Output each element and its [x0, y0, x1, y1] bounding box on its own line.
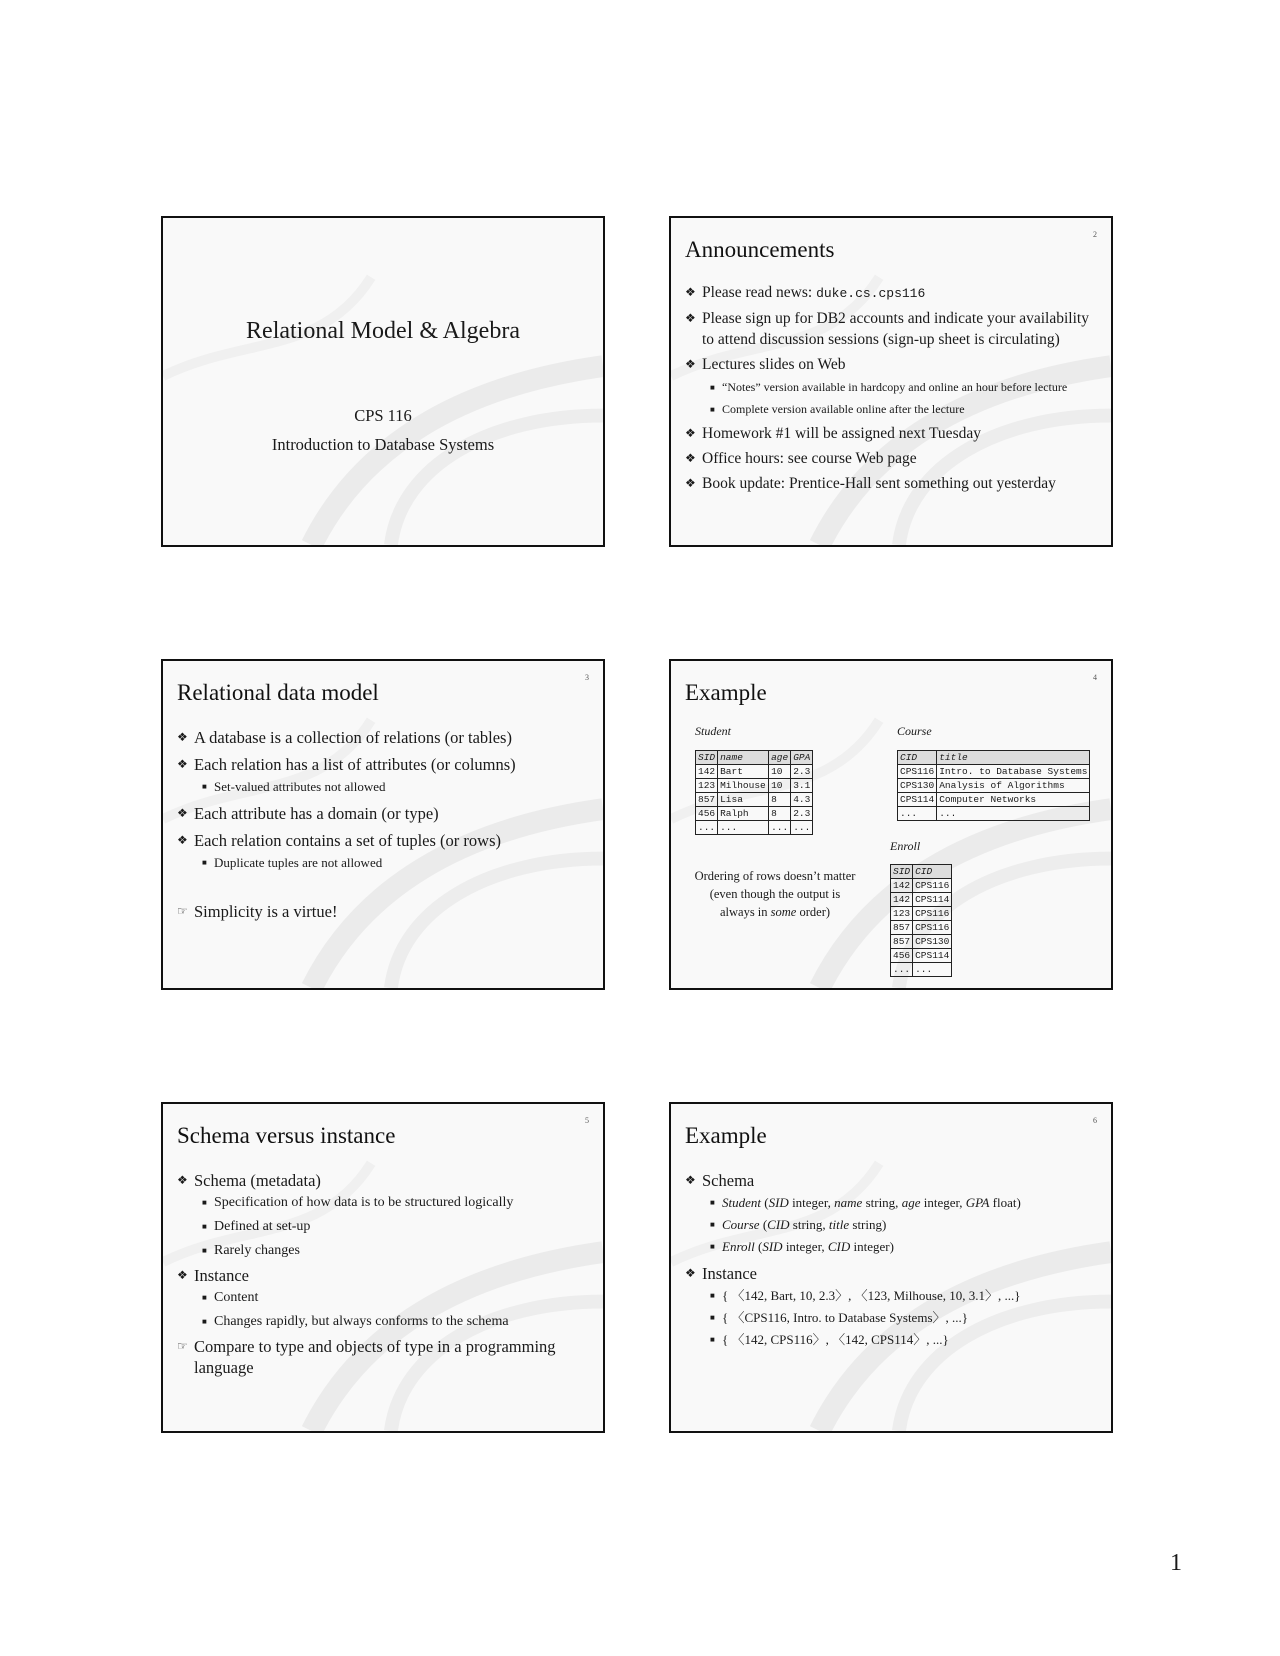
square-bullet-icon: ■	[710, 1335, 715, 1344]
table-row: 123 CPS116	[891, 907, 952, 921]
sub-bullet-item: ■ “Notes” version available in hardcopy and online an hour before lecture	[710, 380, 1068, 394]
course-code: CPS 116	[354, 406, 412, 425]
sub-bullet-item: ■ Rarely changes	[202, 1243, 300, 1258]
square-bullet-icon: ■	[710, 1313, 715, 1322]
bullet-item: ❖ Instance	[177, 1266, 249, 1285]
table-header-row	[898, 751, 1090, 765]
diamond-bullet-icon: ❖	[685, 357, 696, 371]
student-table	[695, 750, 813, 835]
student-table-label: Student	[695, 724, 731, 738]
table-row: 123 Milhouse 10 3.1	[696, 779, 813, 793]
diamond-bullet-icon: ❖	[177, 1268, 188, 1282]
bullet-list	[177, 1170, 589, 1382]
table-row: 857 Lisa 8 4.3	[696, 793, 813, 807]
table-row: 142 CPS114	[891, 893, 952, 907]
column-header: CID	[913, 865, 952, 879]
slide-number: 5	[585, 1116, 589, 1125]
diamond-bullet-icon: ❖	[685, 451, 696, 465]
slide-title: Announcements	[685, 237, 835, 262]
bullet-list	[685, 282, 1097, 498]
diamond-bullet-icon: ❖	[685, 1173, 696, 1187]
slide-3	[161, 659, 605, 990]
instance-course: ■ { 〈CPS116, Intro. to Database Systems〉, ...}	[710, 1310, 968, 1325]
slide-title: Relational data model	[177, 680, 379, 705]
square-bullet-icon: ■	[202, 1317, 207, 1326]
column-header: GPA	[791, 751, 813, 765]
table-row: 456 CPS114	[891, 949, 952, 963]
sub-bullet-item: ■ Defined at set-up	[202, 1219, 311, 1234]
table-row: 142 CPS116	[891, 879, 952, 893]
diamond-bullet-icon: ❖	[177, 1173, 188, 1187]
page-number: 1	[1170, 1550, 1182, 1576]
sub-bullet-item: ■ Set-valued attributes not allowed	[202, 779, 386, 794]
slide-6	[669, 1102, 1113, 1433]
table-row: 857 CPS130	[891, 935, 952, 949]
bullet-item: ❖ Homework #1 will be assigned next Tuesday	[685, 425, 981, 442]
table-row: ... ...	[891, 963, 952, 977]
square-bullet-icon: ■	[202, 1246, 207, 1255]
table-row: ... ...	[898, 807, 1090, 821]
bullet-item: ❖ Instance	[685, 1264, 757, 1283]
diamond-bullet-icon: ❖	[177, 806, 188, 820]
bullet-item: ❖ Please read news: duke.cs.cps116	[685, 284, 926, 301]
course-table-label: Course	[897, 724, 932, 738]
table-header-row	[891, 865, 952, 879]
sub-bullet-item: ■ Specification of how data is to be structured logically	[202, 1195, 514, 1210]
square-bullet-icon: ■	[710, 383, 715, 392]
pointing-hand-icon: ☞	[177, 1339, 188, 1353]
schema-course: ■ Course (CID string, title string)	[710, 1217, 887, 1232]
slide-title: Example	[685, 680, 767, 705]
diamond-bullet-icon: ❖	[685, 285, 696, 299]
column-header: SID	[696, 751, 718, 765]
table-row: CPS130 Analysis of Algorithms	[898, 779, 1090, 793]
diamond-bullet-icon: ❖	[685, 311, 696, 325]
instance-enroll: ■ { 〈142, CPS116〉, 〈142, CPS114〉, ...}	[710, 1332, 949, 1347]
sub-bullet-item: ■ Duplicate tuples are not allowed	[202, 855, 383, 870]
table-row: CPS114 Computer Networks	[898, 793, 1090, 807]
ordering-note: Ordering of rows doesn’t matter (even though the output is always in some order)	[694, 869, 856, 919]
square-bullet-icon: ■	[202, 1198, 207, 1207]
slide-4	[669, 659, 1113, 990]
bullet-list	[177, 727, 589, 926]
square-bullet-icon: ■	[710, 1198, 715, 1207]
diamond-bullet-icon: ❖	[177, 833, 188, 847]
bullet-item: ❖ Each attribute has a domain (or type)	[177, 804, 439, 823]
diamond-bullet-icon: ❖	[685, 426, 696, 440]
slide-2	[669, 216, 1113, 547]
square-bullet-icon: ■	[202, 782, 207, 791]
square-bullet-icon: ■	[202, 1293, 207, 1302]
slide-number: 3	[585, 673, 589, 682]
schema-enroll: ■ Enroll (SID integer, CID integer)	[710, 1239, 894, 1254]
course-table	[897, 750, 1090, 821]
table-row: 456 Ralph 8 2.3	[696, 807, 813, 821]
slide-title: Schema versus instance	[177, 1123, 396, 1148]
pointing-hand-icon: ☞	[177, 904, 188, 918]
pointer-item: ☞ Compare to type and objects of type in a programming language	[177, 1337, 556, 1377]
table-row: CPS116 Intro. to Database Systems	[898, 765, 1090, 779]
schema-student: ■ Student (SID integer, name string, age integer, GPA float)	[710, 1195, 1021, 1210]
slide-5	[161, 1102, 605, 1433]
bullet-item: ❖ Schema (metadata)	[177, 1171, 321, 1190]
slide-number: 4	[1093, 673, 1097, 682]
enroll-table	[890, 864, 952, 977]
diamond-bullet-icon: ❖	[685, 476, 696, 490]
column-header: age	[769, 751, 791, 765]
sub-bullet-item: ■ Complete version available online after the lecture	[710, 402, 965, 416]
column-header: CID	[898, 751, 937, 765]
column-header: SID	[891, 865, 913, 879]
course-subtitle: Introduction to Database Systems	[271, 435, 495, 454]
slide-title: Example	[685, 1123, 767, 1148]
bullet-item: ❖ Please sign up for DB2 accounts and indicate your availability to attend discussion sessions (sign-up sheet is circulating)	[685, 310, 1089, 348]
slide-number: 2	[1093, 230, 1097, 239]
column-header: name	[718, 751, 769, 765]
table-row: 142 Bart 10 2.3	[696, 765, 813, 779]
bullet-item: ❖ Lectures slides on Web	[685, 356, 846, 373]
square-bullet-icon: ■	[202, 858, 207, 867]
bullet-item: ❖ Each relation has a list of attributes (or columns)	[177, 755, 516, 774]
bullet-item: ❖ Book update: Prentice-Hall sent something out yesterday	[685, 475, 1056, 492]
square-bullet-icon: ■	[710, 1291, 715, 1300]
bullet-item: ❖ Each relation contains a set of tuples (or rows)	[177, 831, 501, 850]
bullet-item: ❖ Schema	[685, 1171, 755, 1190]
pointer-item: ☞ Simplicity is a virtue!	[177, 902, 338, 921]
square-bullet-icon: ■	[710, 1220, 715, 1229]
instance-student: ■ { 〈142, Bart, 10, 2.3〉, 〈123, Milhouse, 10, 3.1〉, ...}	[710, 1288, 1021, 1303]
table-row: ... ... ... ...	[696, 821, 813, 835]
slide-1	[161, 216, 605, 547]
square-bullet-icon: ■	[710, 405, 715, 414]
sub-bullet-item: ■ Content	[202, 1290, 259, 1305]
diamond-bullet-icon: ❖	[177, 730, 188, 744]
bullet-list	[685, 1170, 1097, 1353]
slide-number: 6	[1093, 1116, 1097, 1125]
slide-title: Relational Model & Algebra	[246, 318, 520, 344]
bullet-item: ❖ Office hours: see course Web page	[685, 450, 917, 467]
table-row: 857 CPS116	[891, 921, 952, 935]
table-header-row	[696, 751, 813, 765]
bullet-item: ❖ A database is a collection of relations (or tables)	[177, 728, 512, 747]
square-bullet-icon: ■	[202, 1222, 207, 1231]
enroll-table-label: Enroll	[890, 839, 921, 853]
diamond-bullet-icon: ❖	[685, 1266, 696, 1280]
sub-bullet-item: ■ Changes rapidly, but always conforms to the schema	[202, 1314, 509, 1329]
newsgroup-name: duke.cs.cps116	[816, 286, 926, 301]
column-header: title	[937, 751, 1090, 765]
square-bullet-icon: ■	[710, 1242, 715, 1251]
diamond-bullet-icon: ❖	[177, 757, 188, 771]
